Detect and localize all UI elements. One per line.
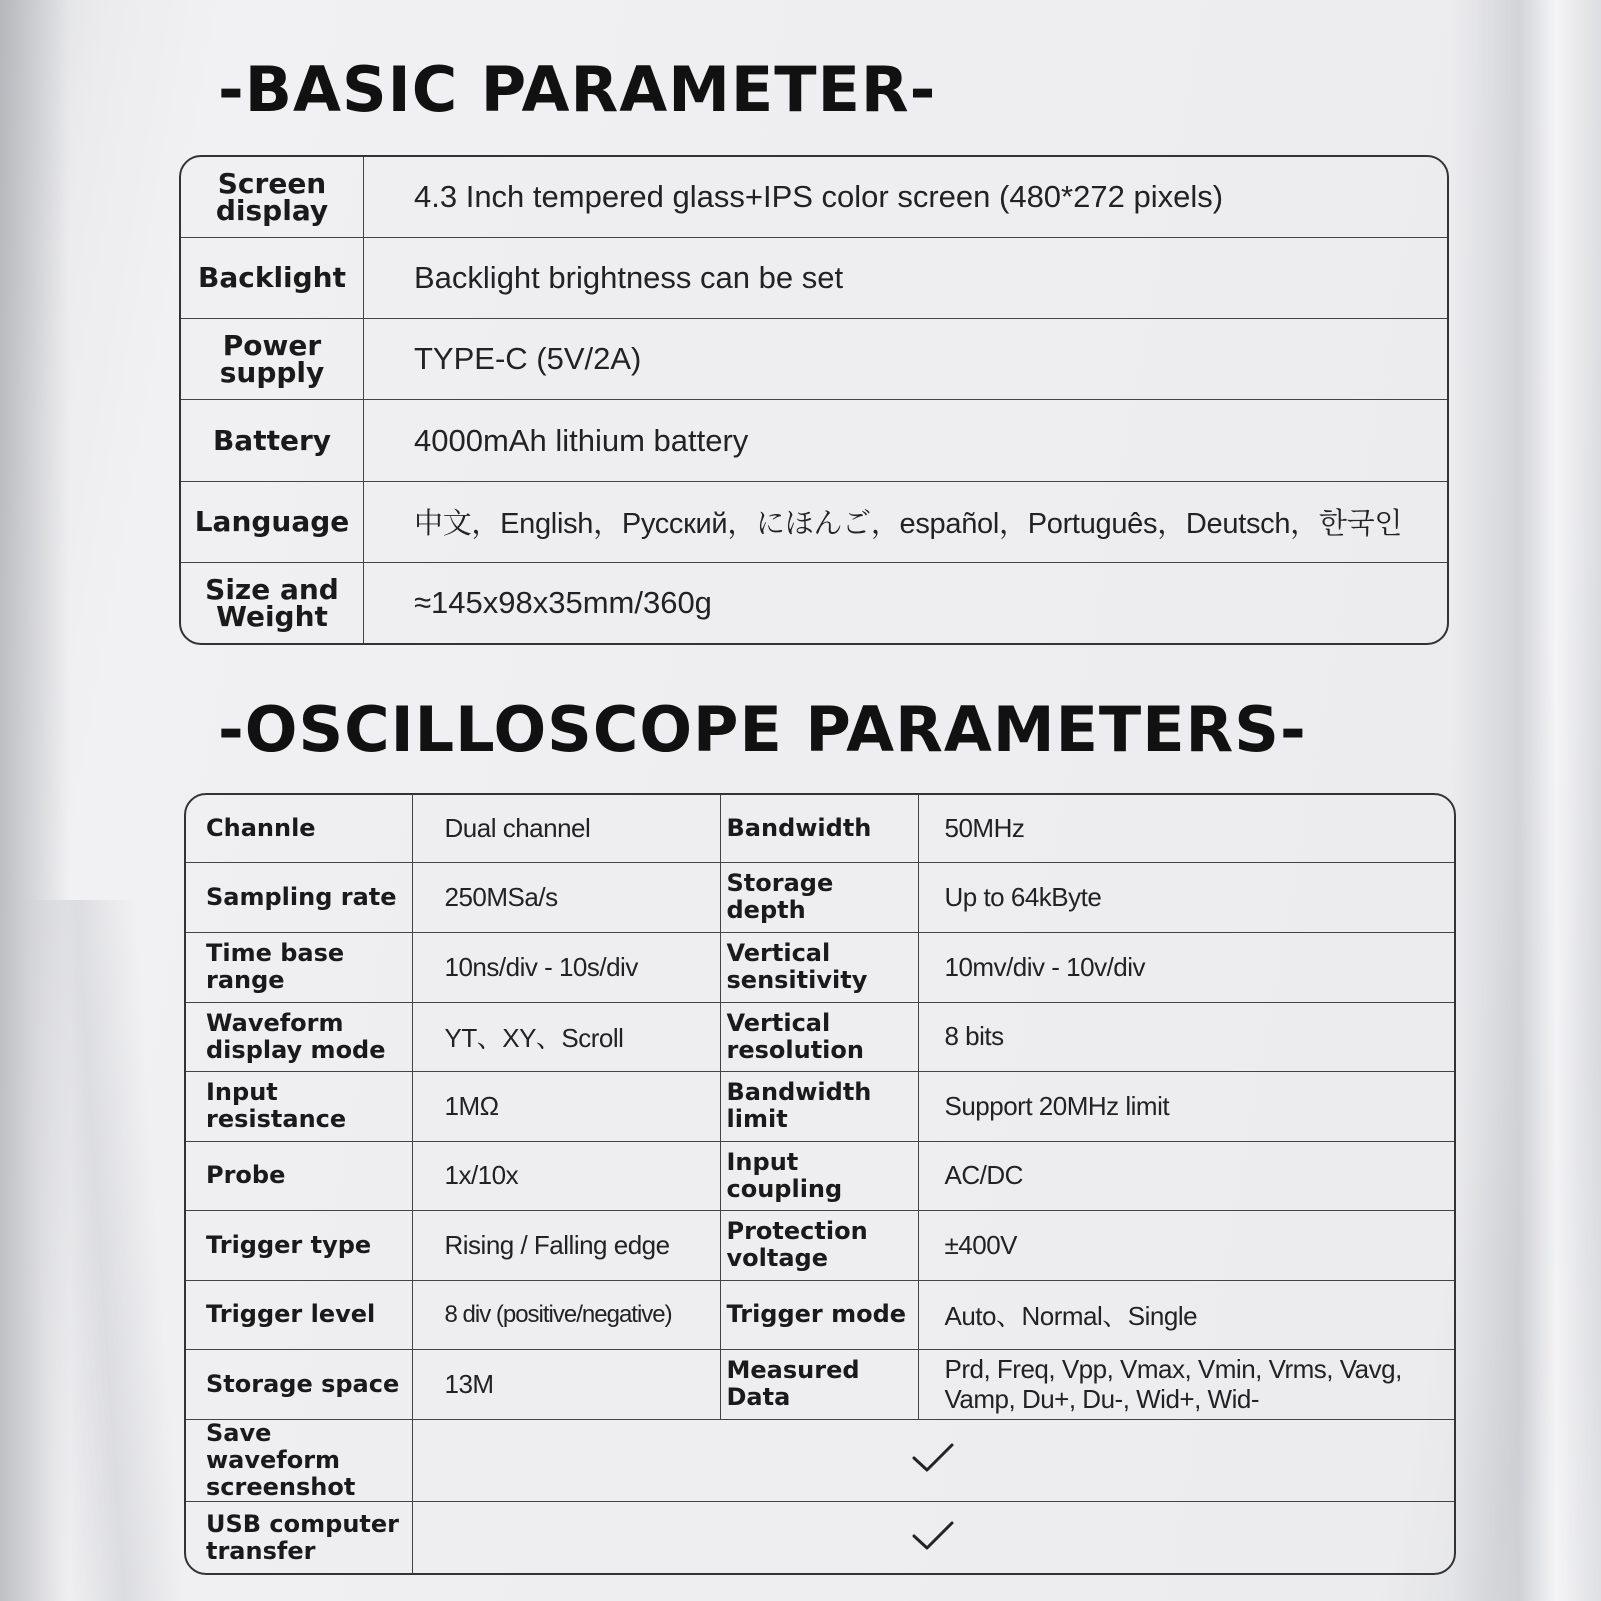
feature-supported-cell bbox=[412, 1501, 1454, 1575]
table-row bbox=[186, 1280, 1454, 1349]
param-label: Bandwidth bbox=[720, 795, 918, 862]
oscilloscope-parameter-table bbox=[186, 795, 1454, 1575]
param-label: Time base range bbox=[186, 932, 412, 1002]
table-row bbox=[186, 1501, 1454, 1575]
feature-label: Save waveform screenshot bbox=[186, 1419, 412, 1501]
param-label: Probe bbox=[186, 1141, 412, 1210]
row-label: Battery bbox=[181, 400, 364, 481]
param-label: Waveform display mode bbox=[186, 1002, 412, 1071]
check-icon bbox=[911, 1519, 955, 1553]
row-label: Screen display bbox=[181, 157, 364, 237]
param-label: Storage space bbox=[186, 1349, 412, 1419]
table-row bbox=[186, 1141, 1454, 1210]
background-streak-right bbox=[1451, 0, 1601, 1601]
param-label: Vertical resolution bbox=[720, 1002, 918, 1071]
row-label: Size and Weight bbox=[181, 563, 364, 643]
param-label: Input coupling bbox=[720, 1141, 918, 1210]
oscilloscope-parameters-title: -OSCILLOSCOPE PARAMETERS- bbox=[218, 693, 1307, 766]
param-value: ±400V bbox=[918, 1210, 1454, 1280]
param-value: Up to 64kByte bbox=[918, 862, 1454, 932]
table-row bbox=[186, 862, 1454, 932]
row-label: Backlight bbox=[181, 237, 364, 318]
param-label: Sampling rate bbox=[186, 862, 412, 932]
table-row bbox=[186, 1349, 1454, 1419]
feature-label: USB computer transfer bbox=[186, 1501, 412, 1575]
table-row bbox=[181, 237, 1447, 318]
basic-parameter-title: -BASIC PARAMETER- bbox=[218, 53, 937, 126]
row-value: TYPE-C (5V/2A) bbox=[364, 319, 1448, 400]
param-value: 8 bits bbox=[918, 1002, 1454, 1071]
param-value: 10ns/div - 10s/div bbox=[412, 932, 720, 1002]
param-value: Prd, Freq, Vpp, Vmax, Vmin, Vrms, Vavg, Vamp, Du+, Du-, Wid+, Wid- bbox=[918, 1349, 1454, 1419]
basic-parameter-table bbox=[181, 157, 1447, 643]
table-row bbox=[181, 563, 1447, 643]
param-label: Measured Data bbox=[720, 1349, 918, 1419]
param-value: AC/DC bbox=[918, 1141, 1454, 1210]
param-label: Protection voltage bbox=[720, 1210, 918, 1280]
param-value: 13M bbox=[412, 1349, 720, 1419]
row-value: 中文，English，Русский，にほんご，español，Português，Deutsch，한국인 bbox=[364, 481, 1448, 562]
row-label: Power supply bbox=[181, 319, 364, 400]
row-label: Language bbox=[181, 481, 364, 562]
row-value: Backlight brightness can be set bbox=[364, 237, 1448, 318]
param-label: Trigger type bbox=[186, 1210, 412, 1280]
table-row bbox=[186, 1210, 1454, 1280]
row-value: ≈145x98x35mm/360g bbox=[364, 563, 1448, 643]
table-row bbox=[186, 1002, 1454, 1071]
param-value: 1x/10x bbox=[412, 1141, 720, 1210]
table-row bbox=[186, 795, 1454, 862]
param-label: Bandwidth limit bbox=[720, 1071, 918, 1141]
param-label: Input resistance bbox=[186, 1071, 412, 1141]
table-row bbox=[186, 932, 1454, 1002]
param-value: 10mv/div - 10v/div bbox=[918, 932, 1454, 1002]
row-value: 4.3 Inch tempered glass+IPS color screen (480*272 pixels) bbox=[364, 157, 1448, 237]
table-row bbox=[181, 481, 1447, 562]
check-icon bbox=[911, 1441, 955, 1475]
param-label: Trigger mode bbox=[720, 1280, 918, 1349]
param-value: 50MHz bbox=[918, 795, 1454, 862]
basic-parameter-table-frame bbox=[179, 155, 1449, 645]
feature-supported-cell bbox=[412, 1419, 1454, 1501]
param-value: Support 20MHz limit bbox=[918, 1071, 1454, 1141]
background-streak-left bbox=[0, 0, 70, 1601]
param-value: Rising / Falling edge bbox=[412, 1210, 720, 1280]
table-row bbox=[181, 157, 1447, 237]
param-label: Channle bbox=[186, 795, 412, 862]
param-label: Vertical sensitivity bbox=[720, 932, 918, 1002]
oscilloscope-parameter-table-frame bbox=[184, 793, 1456, 1575]
background-streak-left-lower bbox=[15, 900, 184, 1601]
table-row bbox=[186, 1419, 1454, 1501]
table-row bbox=[181, 400, 1447, 481]
param-value: Auto、Normal、Single bbox=[918, 1280, 1454, 1349]
param-value: 8 div (positive/negative) bbox=[412, 1280, 720, 1349]
row-value: 4000mAh lithium battery bbox=[364, 400, 1448, 481]
param-label: Trigger level bbox=[186, 1280, 412, 1349]
param-value: Dual channel bbox=[412, 795, 720, 862]
param-value: 250MSa/s bbox=[412, 862, 720, 932]
param-value: YT、XY、Scroll bbox=[412, 1002, 720, 1071]
param-label: Storage depth bbox=[720, 862, 918, 932]
param-value: 1MΩ bbox=[412, 1071, 720, 1141]
table-row bbox=[186, 1071, 1454, 1141]
table-row bbox=[181, 319, 1447, 400]
